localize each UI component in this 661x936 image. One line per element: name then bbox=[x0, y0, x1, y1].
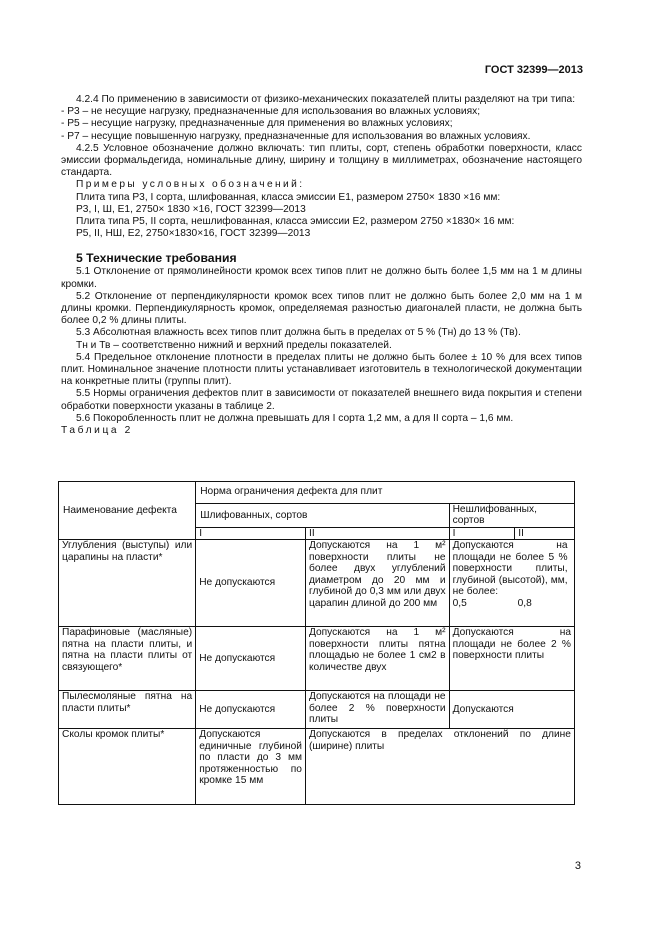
grade-header: II bbox=[305, 527, 449, 540]
section-title: 5 Технические требования bbox=[76, 251, 237, 266]
norm-cell: Допускаются bbox=[449, 691, 574, 729]
defect-name-header: Наименование дефекта bbox=[59, 482, 196, 540]
table-row bbox=[59, 627, 575, 691]
norm-cell: Не допускаются bbox=[196, 627, 306, 691]
example-line: Плита типа Р5, II сорта, нешлифованная, класса эмиссии Е2, размером 2750 ×1830× 16 мм: bbox=[76, 216, 515, 228]
paragraph: 4.2.5 Условное обозначение должно включать: тип плиты, сорт, степень обработки поверхности, класс эмиссии формальдегида, номинальные длину, ширину и толщину в миллиметрах, обозначение настоящего стандарта. bbox=[61, 142, 582, 179]
table-row bbox=[59, 540, 575, 627]
paragraph: - Р7 – несущие повышенную нагрузку, предназначенные для использования во влажных условиях. bbox=[61, 130, 531, 142]
paragraph: 5.2 Отклонение от перпендикулярности кромок всех типов плит не должно быть более 2,0 мм на 1 м длины кромки. Перпендикулярность кромок, определяемая разностью диагоналей пласти, не должна быть более 0,2 % длины плиты. bbox=[61, 290, 582, 327]
norm-value: 0,5 bbox=[452, 597, 467, 609]
norm-values bbox=[453, 598, 571, 610]
norm-cell: Допускаются на площади не более 2 % поверхности плиты bbox=[449, 627, 574, 691]
defect-name: Углубления (выступы) или царапины на пласти* bbox=[59, 540, 196, 627]
example-line: Р5, II, НШ, Е2, 2750×1830×16, ГОСТ 32399—2013 bbox=[76, 228, 311, 240]
norm-cell: Не допускаются bbox=[196, 691, 306, 729]
norm-cell: Допускаются на 1 м² поверхности плиты пятна площадью не более 1 см2 в количестве двух bbox=[305, 627, 449, 691]
paragraph: - Р3 – не несущие нагрузку, предназначенные для использования во влажных условиях; bbox=[61, 106, 481, 118]
norm-cell: Не допускаются bbox=[196, 540, 306, 627]
norm-value: 0,8 bbox=[517, 597, 532, 609]
grade-header: I bbox=[196, 527, 306, 540]
document-body bbox=[61, 94, 582, 437]
table-caption: Таблица 2 bbox=[61, 425, 133, 437]
unsanded-header: Нешлифованных, сортов bbox=[449, 503, 574, 527]
sanded-header: Шлифованных, сортов bbox=[196, 503, 449, 527]
norm-cell bbox=[305, 729, 574, 805]
page-number: 3 bbox=[574, 860, 581, 872]
paragraph: 5.1 Отклонение от прямолинейности кромок всех типов плит не должно быть более 1,5 мм на 1 м длины кромки. bbox=[61, 266, 582, 290]
norm-text: Допускаются на площади не более 5 % поверхности плиты, глубиной (высотой), мм, не более: bbox=[452, 540, 568, 597]
norm-cell: Допускаются на 1 м² поверхности плиты не более двух углублений диаметром до 20 мм и глубиной до 0,3 мм или двух царапин длиной до 200 мм bbox=[305, 540, 449, 627]
examples-heading: Примеры условных обозначений: bbox=[76, 179, 305, 191]
paragraph: 5.3 Абсолютная влажность всех типов плит должна быть в пределах от 5 % (Тн) до 13 % (Тв). bbox=[76, 327, 521, 339]
norm-cell: Допускаются единичные глубиной по пласти до 3 мм протяженностью по кромке 15 мм bbox=[196, 729, 306, 805]
paragraph: 5.6 Покоробленность плит не должна превышать для I сорта 1,2 мм, а для II сорта – 1,6 мм. bbox=[76, 412, 514, 424]
defects-table bbox=[58, 481, 575, 805]
norm-cell: Допускаются на площади не более 2 % поверхности плиты bbox=[305, 691, 449, 729]
example-line: Плита типа Р3, I сорта, шлифованная, класса эмиссии Е1, размером 2750× 1830 ×16 мм: bbox=[76, 191, 501, 203]
paragraph: 5.4 Предельное отклонение плотности в пределах плиты не должно быть более ± 10 % для всех типов плит. Номинальное значение плотности плиты устанавливает изготовитель в технологической документации на конкретные плиты (группы плит). bbox=[61, 351, 582, 388]
norm-text: Допускаются в пределах отклонений по длине (ширине) плиты bbox=[308, 729, 571, 752]
paragraph: 5.5 Нормы ограничения дефектов плит в зависимости от показателей внешнего вида покрытия и степени обработки поверхности указаны в таблице 2. bbox=[61, 388, 582, 412]
paragraph: 4.2.4 По применению в зависимости от физико-механических показателей плиты разделяют на три типа: bbox=[76, 94, 576, 105]
paragraph: Тн и Тв – соответственно нижний и верхний пределы показателей. bbox=[76, 339, 392, 351]
document-header: ГОСТ 32399—2013 bbox=[484, 64, 583, 76]
table-row bbox=[59, 691, 575, 729]
table-header-row bbox=[59, 482, 575, 504]
norm-cell bbox=[449, 540, 574, 627]
table-row bbox=[59, 729, 575, 805]
example-line: Р3, I, Ш, Е1, 2750× 1830 ×16, ГОСТ 32399—2013 bbox=[76, 203, 306, 215]
defect-name: Пылесмоляные пятна на пласти плиты* bbox=[59, 691, 196, 729]
paragraph: - Р5 – несущие нагрузку, предназначенные для применения во влажных условиях; bbox=[61, 118, 453, 130]
grade-header: I bbox=[449, 527, 515, 540]
defect-name: Сколы кромок плиты* bbox=[59, 729, 196, 805]
grade-header: II bbox=[515, 527, 575, 540]
norm-header: Норма ограничения дефекта для плит bbox=[196, 482, 575, 504]
defect-name: Парафиновые (масляные) пятна на пласти плиты, и пятна на пласти плиты от связующего* bbox=[59, 627, 196, 691]
